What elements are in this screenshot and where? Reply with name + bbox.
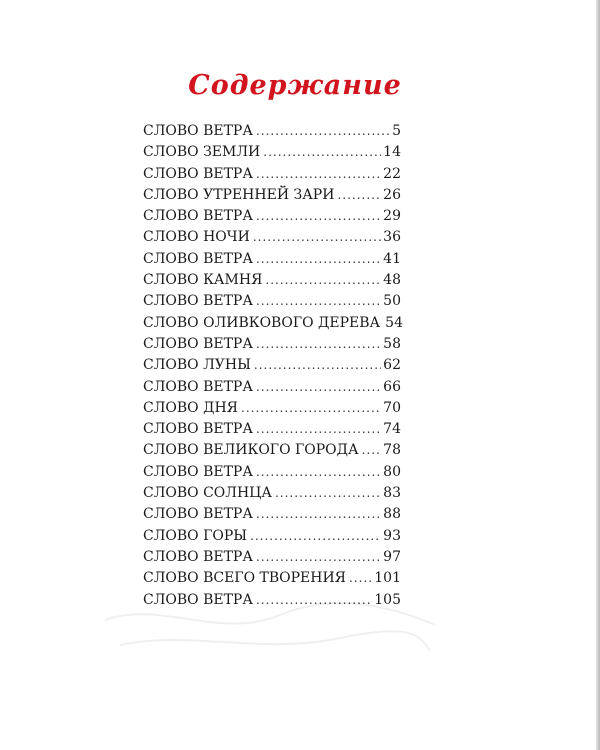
dot-leader: [256, 291, 381, 312]
toc-entry: [143, 504, 401, 525]
toc-entry-page: 5: [392, 123, 401, 139]
toc-entry: [143, 398, 401, 419]
toc-entry-page: 97: [383, 548, 401, 565]
toc-entry: [143, 377, 401, 398]
dot-leader: [337, 185, 381, 206]
toc-entry-page: 93: [383, 527, 401, 544]
toc-entry-page: 50: [383, 293, 401, 310]
dot-leader: [256, 334, 381, 355]
toc-entry: [143, 142, 401, 163]
dot-leader: [250, 526, 381, 547]
toc-entry-title: СЛОВО ВЕТРА: [143, 293, 253, 310]
toc-entry-title: СЛОВО ВЕТРА: [143, 506, 253, 523]
toc-entry: [143, 291, 401, 312]
toc-entry-title: СЛОВО ВЕЛИКОГО ГОРОДА: [143, 442, 359, 459]
toc-entry-page: 105: [374, 591, 401, 608]
toc-entry-title: СЛОВО ВЕТРА: [143, 378, 253, 395]
toc-entry-page: 41: [383, 250, 401, 267]
toc-entry: [143, 270, 401, 291]
toc-entry: [143, 164, 401, 185]
dot-leader: [362, 440, 382, 461]
toc-entry-page: 22: [383, 165, 401, 182]
toc-entry: [143, 419, 401, 440]
toc-entry-page: 80: [383, 463, 401, 480]
dot-leader: [349, 568, 372, 589]
toc-entry: [143, 334, 401, 355]
toc-entry-title: СЛОВО ВЕТРА: [143, 250, 253, 267]
toc-entry: [143, 185, 401, 206]
toc-entry: [143, 355, 401, 376]
toc-entry-page: 74: [383, 421, 401, 438]
toc-entry-title: СЛОВО ЛУНЫ: [143, 357, 251, 374]
toc-entry-title: СЛОВО ВЕТРА: [143, 208, 253, 225]
toc-entry-title: СЛОВО ЗЕМЛИ: [143, 144, 261, 161]
toc-entry-page: 78: [383, 442, 401, 459]
toc-entry-page: 36: [383, 229, 401, 246]
toc-entry-page: 54: [385, 314, 403, 331]
dot-leader: [256, 504, 381, 525]
dot-leader: [256, 419, 381, 440]
toc-entry-title: СЛОВО СОЛНЦА: [143, 485, 272, 502]
dot-leader: [241, 398, 381, 419]
toc-entry: [143, 206, 401, 227]
toc-entry-title: СЛОВО ГОРЫ: [143, 527, 248, 544]
page-edge-shadow: [596, 0, 600, 750]
dot-leader: [263, 142, 381, 163]
toc-entry: [143, 568, 401, 589]
toc-entry: [143, 440, 401, 461]
toc-entry: [143, 121, 401, 142]
toc-entry-page: 14: [383, 144, 401, 161]
dot-leader: [256, 121, 390, 142]
dot-leader: [256, 249, 381, 270]
toc-entry: [143, 526, 401, 547]
dot-leader: [256, 462, 381, 483]
toc-entry-page: 101: [374, 570, 401, 587]
dot-leader: [256, 164, 381, 185]
toc-entry-page: 83: [383, 485, 401, 502]
toc-entry: [143, 227, 401, 248]
table-of-contents: [143, 121, 401, 611]
toc-entry-title: СЛОВО ВЕТРА: [143, 123, 253, 139]
toc-entry-title: СЛОВО ВЕТРА: [143, 463, 253, 480]
dot-leader: [254, 355, 381, 376]
toc-entry-page: 48: [383, 272, 401, 289]
toc-entry-title: СЛОВО НОЧИ: [143, 229, 250, 246]
dot-leader: [256, 590, 372, 611]
toc-entry-page: 70: [383, 399, 401, 416]
toc-entry-title: СЛОВО ВЕТРА: [143, 165, 253, 182]
toc-entry-page: 26: [383, 186, 401, 203]
toc-entry-title: СЛОВО УТРЕННЕЙ ЗАРИ: [143, 186, 335, 203]
toc-entry-page: 88: [383, 506, 401, 523]
toc-entry-page: 66: [383, 378, 401, 395]
toc-entry-title: СЛОВО ВЕТРА: [143, 421, 253, 438]
toc-entry-title: СЛОВО ВСЕГО ТВОРЕНИЯ: [143, 570, 346, 587]
dot-leader: [275, 483, 381, 504]
toc-entry: [143, 590, 401, 611]
page-title: Содержание: [188, 70, 402, 101]
dot-leader: [253, 227, 381, 248]
toc-entry: [143, 483, 401, 504]
toc-entry-page: 58: [383, 335, 401, 352]
toc-entry-title: СЛОВО ОЛИВКОВОГО ДЕРЕВА: [143, 314, 381, 331]
toc-entry-title: СЛОВО ВЕТРА: [143, 591, 253, 608]
dot-leader: [256, 377, 381, 398]
toc-entry-title: СЛОВО ВЕТРА: [143, 548, 253, 565]
dot-leader: [265, 270, 381, 291]
toc-entry-title: СЛОВО ДНЯ: [143, 399, 238, 416]
toc-entry-page: 29: [383, 208, 401, 225]
dot-leader: [256, 547, 381, 568]
toc-entry-title: СЛОВО ВЕТРА: [143, 335, 253, 352]
toc-entry: [143, 547, 401, 568]
toc-entry: [143, 462, 401, 483]
toc-entry-page: 62: [383, 357, 401, 374]
toc-entry: [143, 249, 401, 270]
dot-leader: [256, 206, 381, 227]
toc-entry-title: СЛОВО КАМНЯ: [143, 272, 263, 289]
toc-entry: [143, 313, 401, 334]
